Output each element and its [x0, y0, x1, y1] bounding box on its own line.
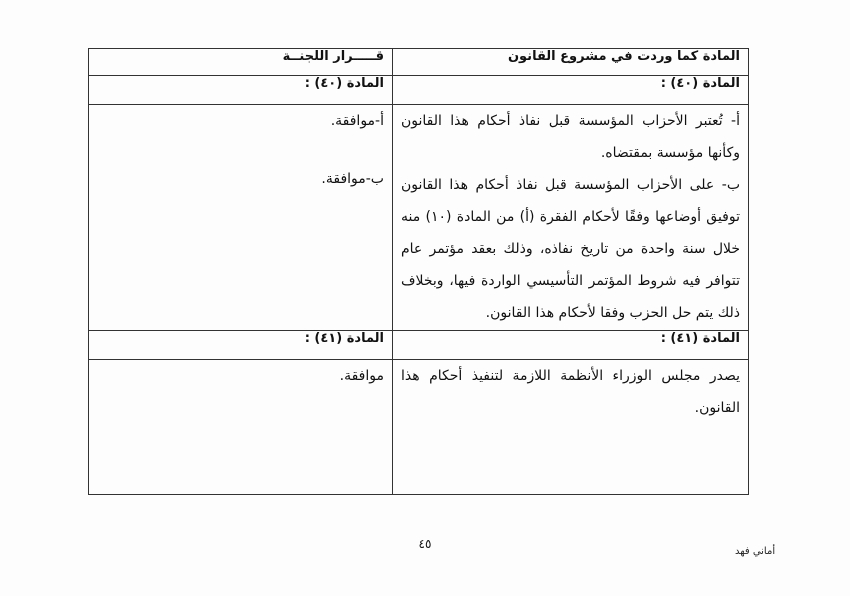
article-40-decision-title: المادة (٤٠) : [89, 76, 393, 105]
table-row [89, 105, 749, 331]
article-40-decision-a: أ-موافقة. [330, 113, 384, 129]
article-41-text-cell [393, 360, 749, 495]
table-row [89, 360, 749, 495]
article-40-text-cell [393, 105, 749, 331]
article-41-decision-cell [89, 360, 393, 495]
table-row [89, 76, 749, 105]
article-41-decision: موافقة. [339, 368, 384, 384]
article-40-paragraph-a: أ- تُعتبر الأحزاب المؤسسة قبل نفاذ أحكام هذا القانون وكأنها مؤسسة بمقتضاه. [401, 113, 740, 161]
article-40-decision-cell [89, 105, 393, 331]
article-41-title: المادة (٤١) : [393, 331, 749, 360]
table-header-row [89, 49, 749, 76]
signature: أماني فهد [735, 546, 776, 557]
article-41-paragraph: يصدر مجلس الوزراء الأنظمة اللازمة لتنفيذ أحكام هذا القانون. [401, 368, 740, 416]
page-number: ٤٥ [418, 537, 432, 551]
table-row [89, 331, 749, 360]
header-committee-decision: قـــــرار اللجنــة [89, 49, 393, 76]
article-40-title: المادة (٤٠) : [393, 76, 749, 105]
law-comparison-table [88, 48, 749, 495]
article-40-decision-b: ب-موافقة. [321, 171, 384, 187]
article-41-decision-title: المادة (٤١) : [89, 331, 393, 360]
article-40-paragraph-b: ب- على الأحزاب المؤسسة قبل نفاذ أحكام هذا القانون توفيق أوضاعها وفقًا لأحكام الفقرة (أ) من المادة (١٠) منه خلال سنة واحدة من تاريخ نفاذه، وذلك بعقد مؤتمر عام تتوافر فيه شروط المؤتمر التأسيسي الواردة فيها، وبخلاف ذلك يتم حل الحزب وفقا لأحكام هذا القانون. [401, 177, 740, 321]
header-law-article: المادة كما وردت في مشروع القانون [393, 49, 749, 76]
